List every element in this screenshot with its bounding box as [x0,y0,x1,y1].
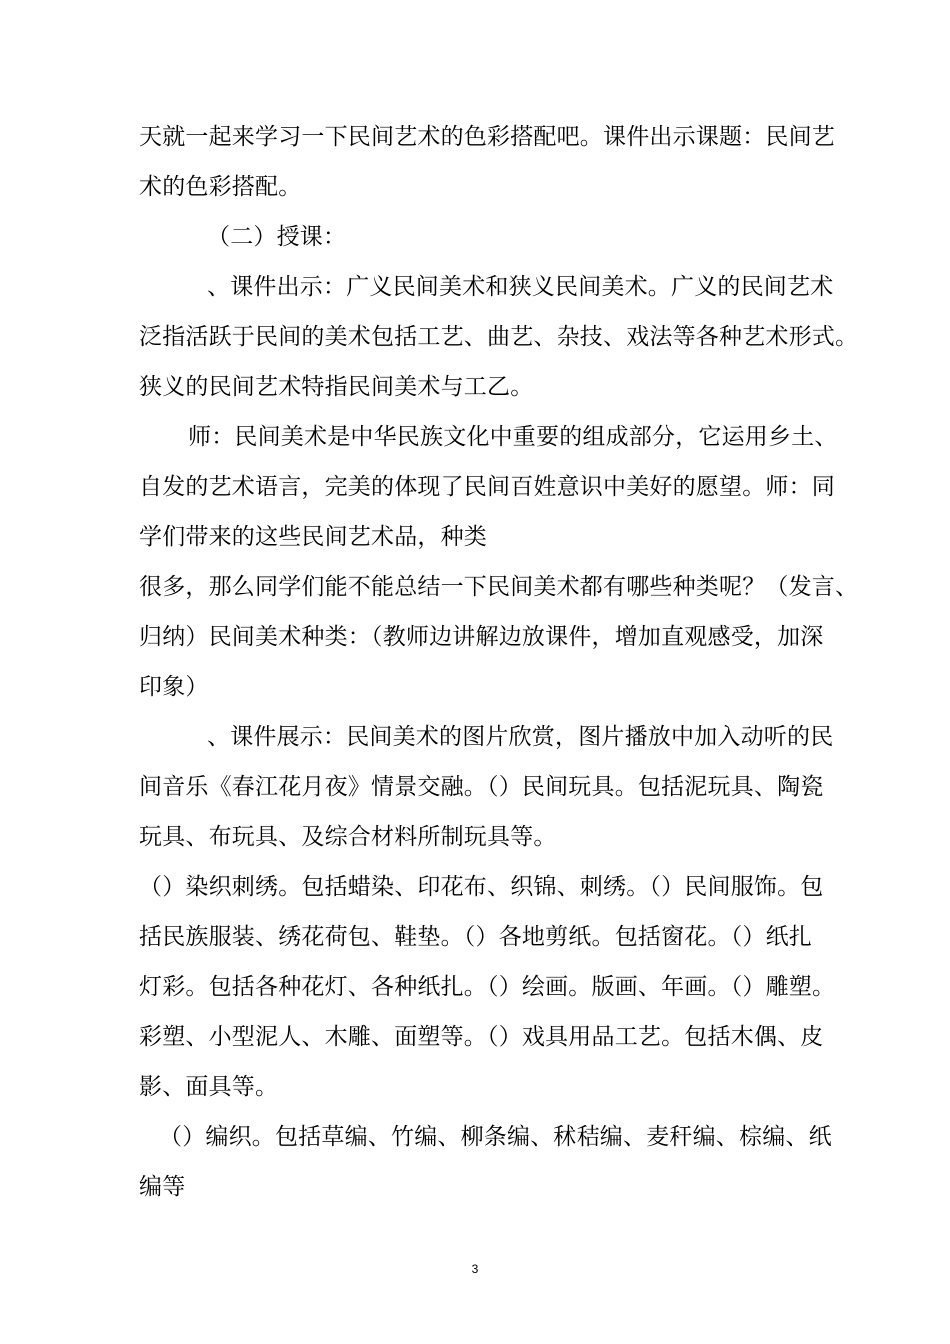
text-line: 玩具、布玩具、及综合材料所制玩具等。 [139,824,557,850]
text-line: 术的色彩搭配。 [139,174,302,200]
text-line: 泛指活跃于民间的美术包括工艺、曲艺、杂技、戏法等各种艺术形式。 [139,324,859,350]
text-line: 编等 [139,1174,186,1200]
text-line: 狭义的民间艺术特指民间美术与工乙。 [139,374,534,400]
text-line: （）编织。包括草编、竹编、柳条编、秫秸编、麦秆编、棕编、纸 [159,1124,832,1150]
text-line: 间音乐《春江花月夜》情景交融。（）民间玩具。包括泥玩具、陶瓷 [139,774,824,800]
text-line: 归纳）民间美术种类：（教师边讲解边放课件，增加直观感受，加深 [139,624,824,650]
text-line: 自发的艺术语言，完美的体现了民间百姓意识中美好的愿望。师：同 [139,474,835,500]
text-line: 印象） [139,674,209,700]
text-line: （）染织刺绣。包括蜡染、印花布、织锦、刺绣。（）民间服饰。包 [139,874,824,900]
text-line: 很多，那么同学们能不能总结一下民间美术都有哪些种类呢？（发言、 [139,574,859,600]
text-line: 彩塑、小型泥人、木雕、面塑等。（）戏具用品工艺。包括木偶、皮 [139,1024,824,1050]
text-line: 师：民间美术是中华民族文化中重要的组成部分，它运用乡土、 [188,424,838,450]
text-line: 、课件展示：民间美术的图片欣赏，图片播放中加入动听的民 [207,724,834,750]
text-line: 灯彩。包括各种花灯、各种纸扎。（）绘画。版画、年画。（）雕塑。 [139,974,836,1000]
text-line: 、课件出示：广义民间美术和狭义民间美术。广义的民间艺术 [207,274,834,300]
text-line: 学们带来的这些民间艺术品，种类 [139,524,487,550]
text-line: 影、面具等。 [139,1074,279,1100]
section-heading: （二）授课： [207,224,347,250]
text-line: 天就一起来学习一下民间艺术的色彩搭配吧。课件出示课题：民间艺 [139,124,835,150]
text-line: 括民族服装、绣花荷包、鞋垫。（）各地剪纸。包括窗花。（）纸扎 [139,924,812,950]
page-number: 3 [471,1262,479,1276]
